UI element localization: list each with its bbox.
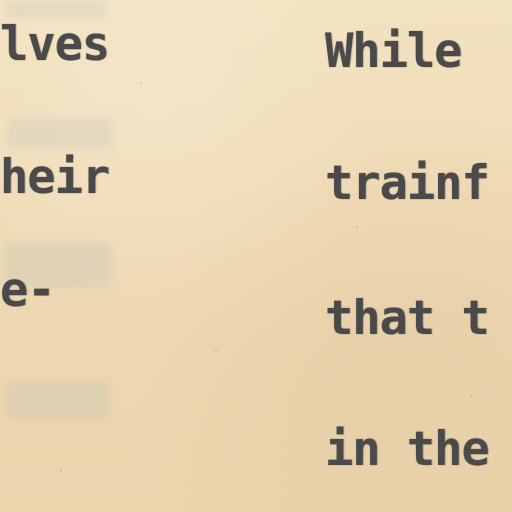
right-line-1: While: [325, 24, 462, 79]
right-line-2: trainf: [325, 156, 489, 211]
paper-speck: [140, 82, 142, 84]
right-line-4: in the: [325, 422, 489, 477]
bleed-through-smudge: [6, 380, 110, 420]
bleed-through-smudge: [8, 118, 113, 148]
paper-speck: [215, 350, 217, 352]
paper-speck: [60, 470, 62, 472]
right-line-3: that t: [325, 291, 489, 346]
left-line-3: e-: [0, 263, 55, 318]
left-line-1: lves: [0, 17, 110, 72]
bleed-through-smudge: [6, 0, 106, 18]
paper-speck: [356, 226, 358, 228]
paper-speck: [470, 395, 472, 397]
left-line-2: heir: [0, 150, 110, 205]
